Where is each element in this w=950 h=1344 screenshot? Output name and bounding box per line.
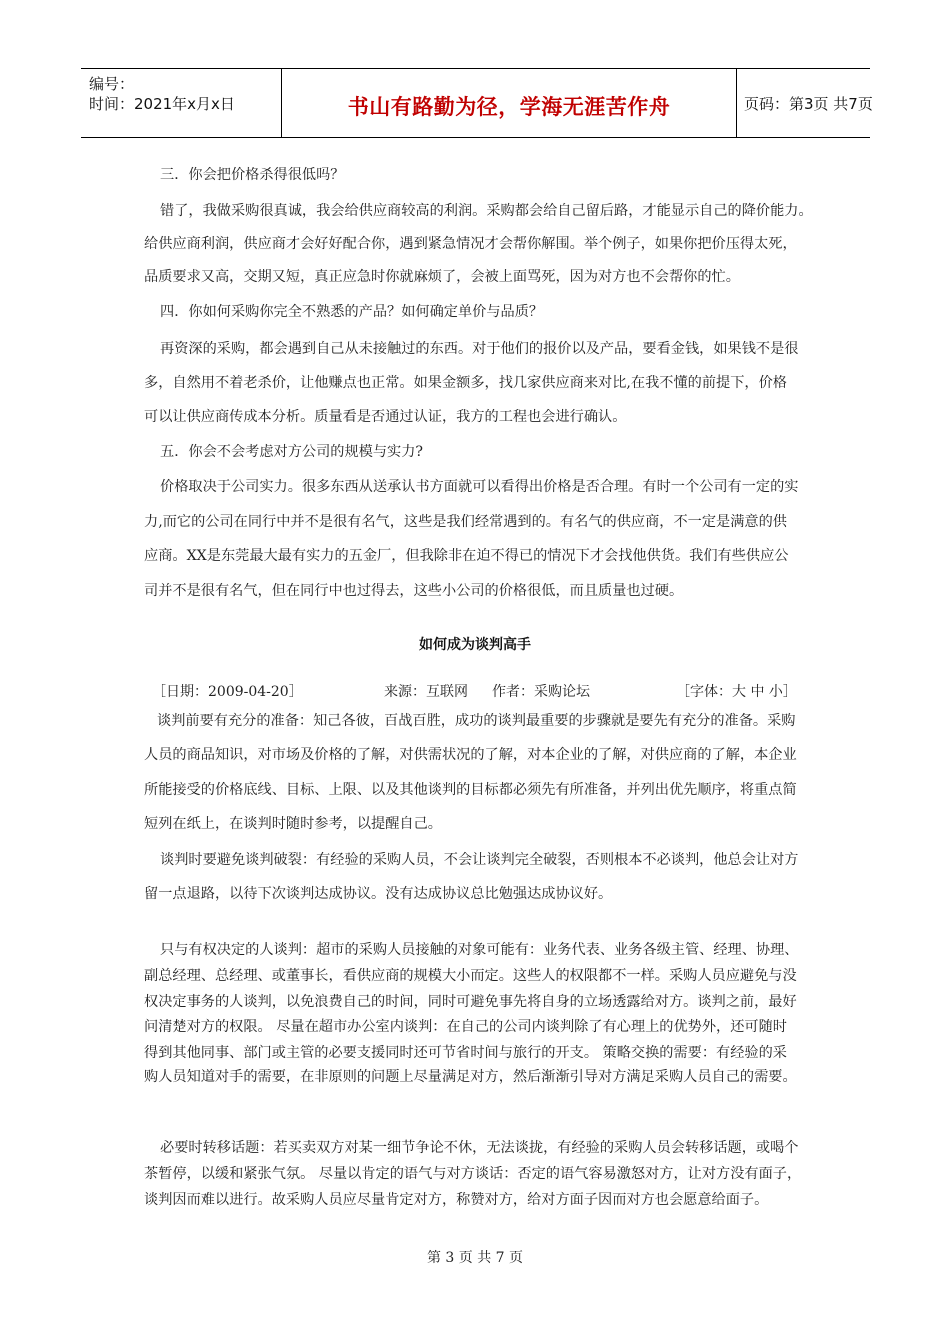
paragraph-line: 力,而它的公司在同行中并不是很有名气，这些是我们经常遇到的。有名气的供应商，不一定是满意的供	[144, 514, 787, 530]
paragraph-line: 只与有权决定的人谈判：超市的采购人员接触的对象可能有：业务代表、业务各级主管、经理、协理、	[160, 942, 799, 958]
paragraph-line: 给供应商利润，供应商才会好好配合你，遇到紧急情况才会帮你解围。举个例子，如果你把价压得太死，	[144, 236, 797, 252]
paragraph-line: 错了，我做采购很真诚，我会给供应商较高的利润。采购都会给自己留后路，才能显示自己的降价能力。	[160, 203, 813, 219]
article-date: ［日期：2009-04-20］	[152, 684, 303, 700]
paragraph-line: 问清楚对方的权限。 尽量在超市办公室内谈判：在自己的公司内谈判除了有心理上的优势外，还可随时	[144, 1019, 787, 1035]
paragraph-line: 所能接受的价格底线、目标、上限、以及其他谈判的目标都必须先有所准备，并列出优先顺序，将重点简	[144, 782, 797, 798]
document-number-label: 编号：	[89, 75, 135, 93]
paragraph-line: 价格取决于公司实力。很多东西从送承认书方面就可以看得出价格是否合理。有时一个公司有一定的实	[160, 479, 799, 495]
paragraph-line: 必要时转移话题：若买卖双方对某一细节争论不休，无法谈拢，有经验的采购人员会转移话题，或喝个	[160, 1140, 799, 1156]
paragraph-line: 可以让供应商传成本分析。质量看是否通过认证，我方的工程也会进行确认。	[144, 409, 627, 425]
article-author: 作者：采购论坛	[492, 684, 590, 700]
paragraph-line: 短列在纸上，在谈判时随时参考，以提醒自己。	[144, 816, 442, 832]
header-motto: 书山有路勤为径，学海无涯苦作舟	[347, 95, 671, 119]
page-footer: 第 3 页 共 7 页	[426, 1250, 524, 1266]
paragraph-line: 茶暂停，以缓和紧张气氛。 尽量以肯定的语气与对方谈话：否定的语气容易激怒对方，让对方没有面子，	[144, 1166, 802, 1182]
paragraph-line: 谈判时要避免谈判破裂：有经验的采购人员，不会让谈判完全破裂，否则根本不必谈判，他总会让对方	[160, 852, 799, 868]
document-date: 时间：2021年x月x日	[89, 95, 235, 113]
header-info-cell	[81, 69, 281, 137]
page-header	[81, 68, 873, 138]
article-title: 如何成为谈判高手	[419, 637, 531, 653]
header-page-code: 页码：第3页 共7页	[744, 95, 873, 113]
font-size-selector[interactable]: ［字体：大 中 小］	[676, 684, 797, 700]
paragraph-line: 应商。XX是东莞最大最有实力的五金厂，但我除非在迫不得已的情况下才会找他供货。我们有些供应公	[144, 548, 789, 564]
paragraph-line: 多，自然用不着老杀价，让他赚点也正常。如果金额多，找几家供应商来对比,在我不懂的前提下，价格	[144, 375, 787, 391]
article-source: 来源：互联网	[384, 684, 468, 700]
paragraph-line: 权决定事务的人谈判，以免浪费自己的时间，同时可避免事先将自身的立场透露给对方。谈判之前，最好	[144, 994, 797, 1010]
paragraph-line: 购人员知道对手的需要，在非原则的问题上尽量满足对方，然后渐渐引导对方满足采购人员自己的需要。	[144, 1069, 797, 1085]
paragraph-line: 再资深的采购，都会遇到自己从未接触过的东西。对于他们的报价以及产品，要看金钱，如果钱不是很	[160, 341, 799, 357]
paragraph-line: 得到其他同事、部门或主管的必要支援同时还可节省时间与旅行的开支。 策略交换的需要：有经验的采	[144, 1045, 787, 1061]
paragraph-line: 谈判前要有充分的准备：知己各彼，百战百胜，成功的谈判最重要的步骤就是要先有充分的准备。采购	[157, 713, 796, 729]
header-page-cell	[736, 69, 873, 137]
paragraph-line: 品质要求又高，交期又短，真正应急时你就麻烦了，会被上面骂死，因为对方也不会帮你的忙。	[144, 269, 740, 285]
section-heading: 三．你会把价格杀得很低吗？	[160, 167, 345, 183]
header-motto-cell	[281, 69, 737, 137]
paragraph-line: 副总经理、总经理、或董事长，看供应商的规模大小而定。这些人的权限都不一样。采购人员应避免与没	[144, 968, 797, 984]
paragraph-line: 司并不是很有名气，但在同行中也过得去，这些小公司的价格很低，而且质量也过硬。	[144, 583, 684, 599]
paragraph-line: 人员的商品知识，对市场及价格的了解，对供需状况的了解，对本企业的了解，对供应商的了解，本企业	[144, 747, 797, 763]
section-heading: 四．你如何采购你完全不熟悉的产品？如何确定单价与品质？	[160, 304, 544, 320]
paragraph-line: 留一点退路，以待下次谈判达成协议。没有达成协议总比勉强达成协议好。	[144, 886, 613, 902]
section-heading: 五．你会不会考虑对方公司的规模与实力?	[160, 444, 423, 460]
paragraph-line: 谈判因而难以进行。故采购人员应尽量肯定对方，称赞对方，给对方面子因而对方也会愿意给面子。	[144, 1192, 769, 1208]
